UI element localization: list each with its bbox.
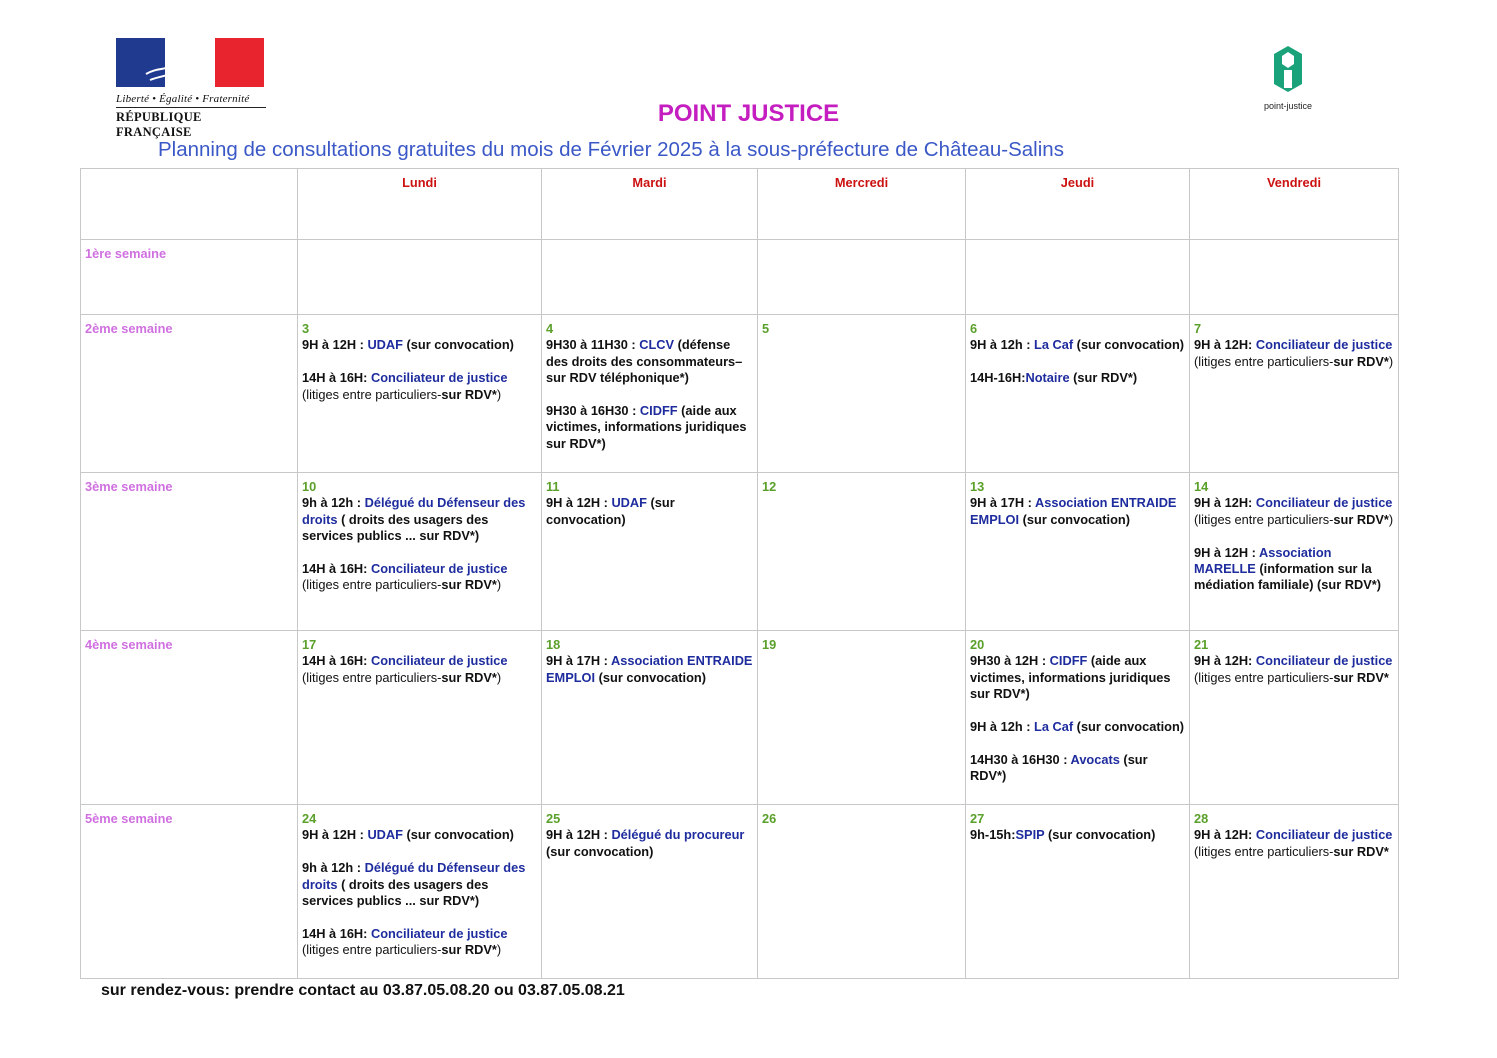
organisation-name: Conciliateur de justice [1255, 495, 1393, 511]
schedule-table [80, 168, 1399, 979]
date-number: 17 [302, 637, 317, 652]
cell-text: 9H à 17H : [546, 653, 611, 669]
cell-text: (aide aux victimes, informations juridiques sur RDV*) [970, 653, 1171, 702]
day-header: Lundi [298, 169, 542, 240]
spacer [302, 354, 537, 370]
organisation-name: Conciliateur de justice [1255, 653, 1393, 669]
schedule-cell [542, 240, 758, 315]
date-number: 21 [1194, 637, 1209, 652]
week-label: 5ème semaine [81, 805, 298, 979]
schedule-cell [1190, 315, 1399, 473]
cell-text: 9H à 12H: [1194, 337, 1256, 353]
date-number: 24 [302, 811, 317, 826]
schedule-cell [542, 473, 758, 631]
page-title: POINT JUSTICE [657, 100, 840, 127]
schedule-cell [542, 805, 758, 979]
week-row [81, 805, 1399, 979]
organisation-name: La Caf [1034, 337, 1074, 353]
organisation-name: SPIP [1015, 827, 1045, 843]
schedule-cell [298, 631, 542, 805]
cell-text: 9H à 12H : [546, 827, 612, 843]
schedule-cell [1190, 805, 1399, 979]
organisation-name: Conciliateur de justice [1255, 827, 1393, 843]
week-row [81, 631, 1399, 805]
spacer [302, 909, 537, 925]
cell-text: (aide aux victimes, informations juridiques sur RDV*) [546, 403, 747, 451]
date-number: 11 [546, 479, 560, 494]
cell-text: 14H à 16H: [302, 653, 371, 669]
cell-text: 9H à 12h : [970, 719, 1035, 735]
schedule-cell [758, 473, 966, 631]
corner-cell [81, 169, 298, 240]
cell-text: (sur convocation) [1044, 827, 1156, 843]
cell-text: 9H à 17H : [970, 495, 1035, 511]
organisation-name: UDAF [611, 495, 647, 511]
organisation-name: Association ENTRAIDE EMPLOI [970, 495, 1177, 527]
schedule-cell [758, 240, 966, 315]
schedule-cell [966, 240, 1190, 315]
cell-text: 9H à 12H: [1194, 653, 1256, 669]
cell-text: (sur convocation) [1019, 511, 1130, 527]
date-number: 19 [762, 637, 777, 652]
cell-text: 14H-16H: [970, 370, 1026, 386]
cell-text: (information sur la médiation familiale) (sur RDV*) [1194, 561, 1382, 593]
date-number: 5 [762, 321, 770, 336]
cell-text: sur RDV* [1333, 843, 1389, 859]
spacer [970, 354, 1185, 370]
organisation-name: CLCV [639, 337, 675, 353]
date-number: 27 [970, 811, 985, 826]
schedule-cell [542, 631, 758, 805]
date-number: 10 [302, 479, 317, 494]
cell-text: sur RDV* [1333, 669, 1389, 685]
date-number: 26 [762, 811, 777, 826]
schedule-cell [1190, 631, 1399, 805]
day-header-row [81, 169, 1399, 240]
week-row [81, 473, 1399, 631]
cell-text: (sur convocation) [1073, 719, 1185, 735]
cell-text: (litiges entre particuliers- [1194, 843, 1334, 859]
cell-text: (sur convocation) [1073, 337, 1185, 353]
schedule-cell [758, 631, 966, 805]
organisation-name: Conciliateur de justice [371, 653, 508, 669]
cell-text: ( droits des usagers des services publics ... sur RDV*) [302, 511, 489, 544]
cell-text: sur RDV* [441, 942, 497, 958]
spacer [302, 545, 537, 561]
organisation-name: CIDFF [1049, 653, 1088, 669]
cell-text: (sur RDV*) [970, 751, 1148, 784]
schedule-cell [758, 805, 966, 979]
schedule-cell [298, 315, 542, 473]
organisation-name: CIDFF [639, 403, 678, 419]
week-label: 2ème semaine [81, 315, 298, 473]
week-label: 4ème semaine [81, 631, 298, 805]
date-number: 6 [970, 321, 978, 336]
cell-text: 9H30 à 12H : [970, 653, 1050, 669]
cell-text: ) [496, 386, 502, 402]
day-header: Mercredi [758, 169, 966, 240]
date-number: 12 [762, 479, 777, 494]
cell-text: 14H à 16H: [302, 925, 371, 941]
cell-text: (litiges entre particuliers- [302, 577, 442, 593]
cell-text: ) [1388, 511, 1394, 527]
schedule-cell [966, 315, 1190, 473]
organisation-name: Association MARELLE [1194, 544, 1332, 577]
schedule-cell [298, 240, 542, 315]
spacer [302, 844, 537, 860]
organisation-name: UDAF [367, 827, 403, 843]
marianne-flag-icon [116, 38, 264, 87]
cell-text: 9H à 12H : [1194, 544, 1259, 560]
cell-text: 9H à 12H : [546, 495, 612, 511]
week-label: 1ère semaine [81, 240, 298, 315]
schedule-cell [1190, 240, 1399, 315]
schedule-cell [298, 805, 542, 979]
day-header: Mardi [542, 169, 758, 240]
spacer [1194, 528, 1394, 544]
motto: Liberté • Égalité • Fraternité [116, 93, 250, 105]
day-header: Vendredi [1190, 169, 1399, 240]
cell-text: 9H à 12H : [302, 337, 368, 353]
cell-text: 9h à 12h : [302, 495, 365, 511]
cell-text: (sur convocation) [546, 843, 654, 859]
cell-text: 14H30 à 16H30 : [970, 751, 1071, 767]
cell-text: 9H30 à 16H30 : [546, 403, 640, 419]
organisation-name: Conciliateur de justice [1255, 337, 1393, 353]
organisation-name: Notaire [1025, 370, 1070, 386]
cell-text: sur RDV* [1333, 511, 1389, 527]
cell-text: (sur convocation) [546, 495, 675, 527]
organisation-name: Avocats [1070, 751, 1120, 767]
schedule-cell [966, 473, 1190, 631]
date-number: 4 [546, 321, 554, 336]
schedule-cell [542, 315, 758, 473]
cell-text: ) [1388, 353, 1394, 369]
cell-text: (sur convocation) [402, 337, 514, 353]
point-justice-caption: point-justice [1263, 101, 1313, 111]
cell-text: 9H à 12H: [1194, 827, 1256, 843]
day-header: Jeudi [966, 169, 1190, 240]
cell-text: (sur convocation) [402, 827, 514, 843]
cell-text: ) [496, 577, 502, 593]
cell-text: (défense des droits des consommateurs– sur RDV téléphonique*) [546, 337, 743, 386]
page-subtitle: Planning de consultations gratuites du mois de Février 2025 à la sous-préfecture de Château-Salins [158, 138, 1064, 161]
cell-text: (sur convocation) [595, 669, 706, 685]
cell-text: 9h à 12h : [302, 860, 365, 876]
cell-text: (litiges entre particuliers- [302, 386, 442, 402]
organisation-name: Conciliateur de justice [371, 925, 508, 941]
republic-name: RÉPUBLIQUE FRANÇAISE [116, 107, 266, 140]
organisation-name: Association ENTRAIDE EMPLOI [546, 653, 753, 685]
date-number: 13 [970, 479, 985, 494]
cell-text: ( droits des usagers des services publics ... sur RDV*) [302, 876, 489, 909]
cell-text: (litiges entre particuliers- [1194, 511, 1334, 527]
cell-text: sur RDV* [441, 669, 497, 685]
schedule-cell [966, 805, 1190, 979]
cell-text: 14H à 16H: [302, 561, 371, 577]
week-row [81, 315, 1399, 473]
schedule-cell [1190, 473, 1399, 631]
organisation-name: Conciliateur de justice [371, 370, 508, 386]
cell-text: 9H à 12H : [302, 827, 368, 843]
cell-text: 9h-15h: [970, 827, 1016, 843]
cell-text: (litiges entre particuliers- [1194, 669, 1334, 685]
cell-text: (litiges entre particuliers- [1194, 353, 1334, 369]
cell-text: 9H30 à 11H30 : [546, 337, 640, 353]
cell-text: 9H à 12H: [1194, 495, 1256, 511]
date-number: 25 [546, 811, 561, 826]
point-justice-icon [1270, 44, 1306, 94]
contact-footer: sur rendez-vous: prendre contact au 03.87.05.08.20 ou 03.87.05.08.21 [101, 982, 625, 999]
date-number: 20 [970, 637, 985, 652]
date-number: 3 [302, 321, 310, 336]
cell-text: sur RDV* [441, 386, 497, 402]
organisation-name: UDAF [367, 337, 403, 353]
cell-text: sur RDV* [1333, 353, 1389, 369]
cell-text: 14H à 16H: [302, 370, 371, 386]
organisation-name: Délégué du Défenseur des droits [302, 860, 526, 892]
spacer [970, 703, 1185, 719]
organisation-name: La Caf [1034, 719, 1074, 735]
cell-text: ) [496, 942, 502, 958]
spacer [546, 387, 753, 403]
week-label: 3ème semaine [81, 473, 298, 631]
schedule-cell [966, 631, 1190, 805]
cell-text: (sur RDV*) [1069, 370, 1138, 386]
date-number: 7 [1194, 321, 1202, 336]
organisation-name: Conciliateur de justice [371, 561, 508, 577]
cell-text: 9H à 12h : [970, 337, 1035, 353]
schedule-cell [758, 315, 966, 473]
cell-text: ) [496, 669, 502, 685]
date-number: 28 [1194, 811, 1209, 826]
date-number: 18 [546, 637, 561, 652]
cell-text: sur RDV* [441, 577, 497, 593]
date-number: 14 [1194, 479, 1209, 494]
organisation-name: Délégué du procureur [611, 827, 745, 843]
week-row [81, 240, 1399, 315]
cell-text: (litiges entre particuliers- [302, 669, 442, 685]
spacer [970, 735, 1185, 751]
cell-text: (litiges entre particuliers- [302, 942, 442, 958]
organisation-name: Délégué du Défenseur des droits [302, 495, 526, 527]
schedule-cell [298, 473, 542, 631]
